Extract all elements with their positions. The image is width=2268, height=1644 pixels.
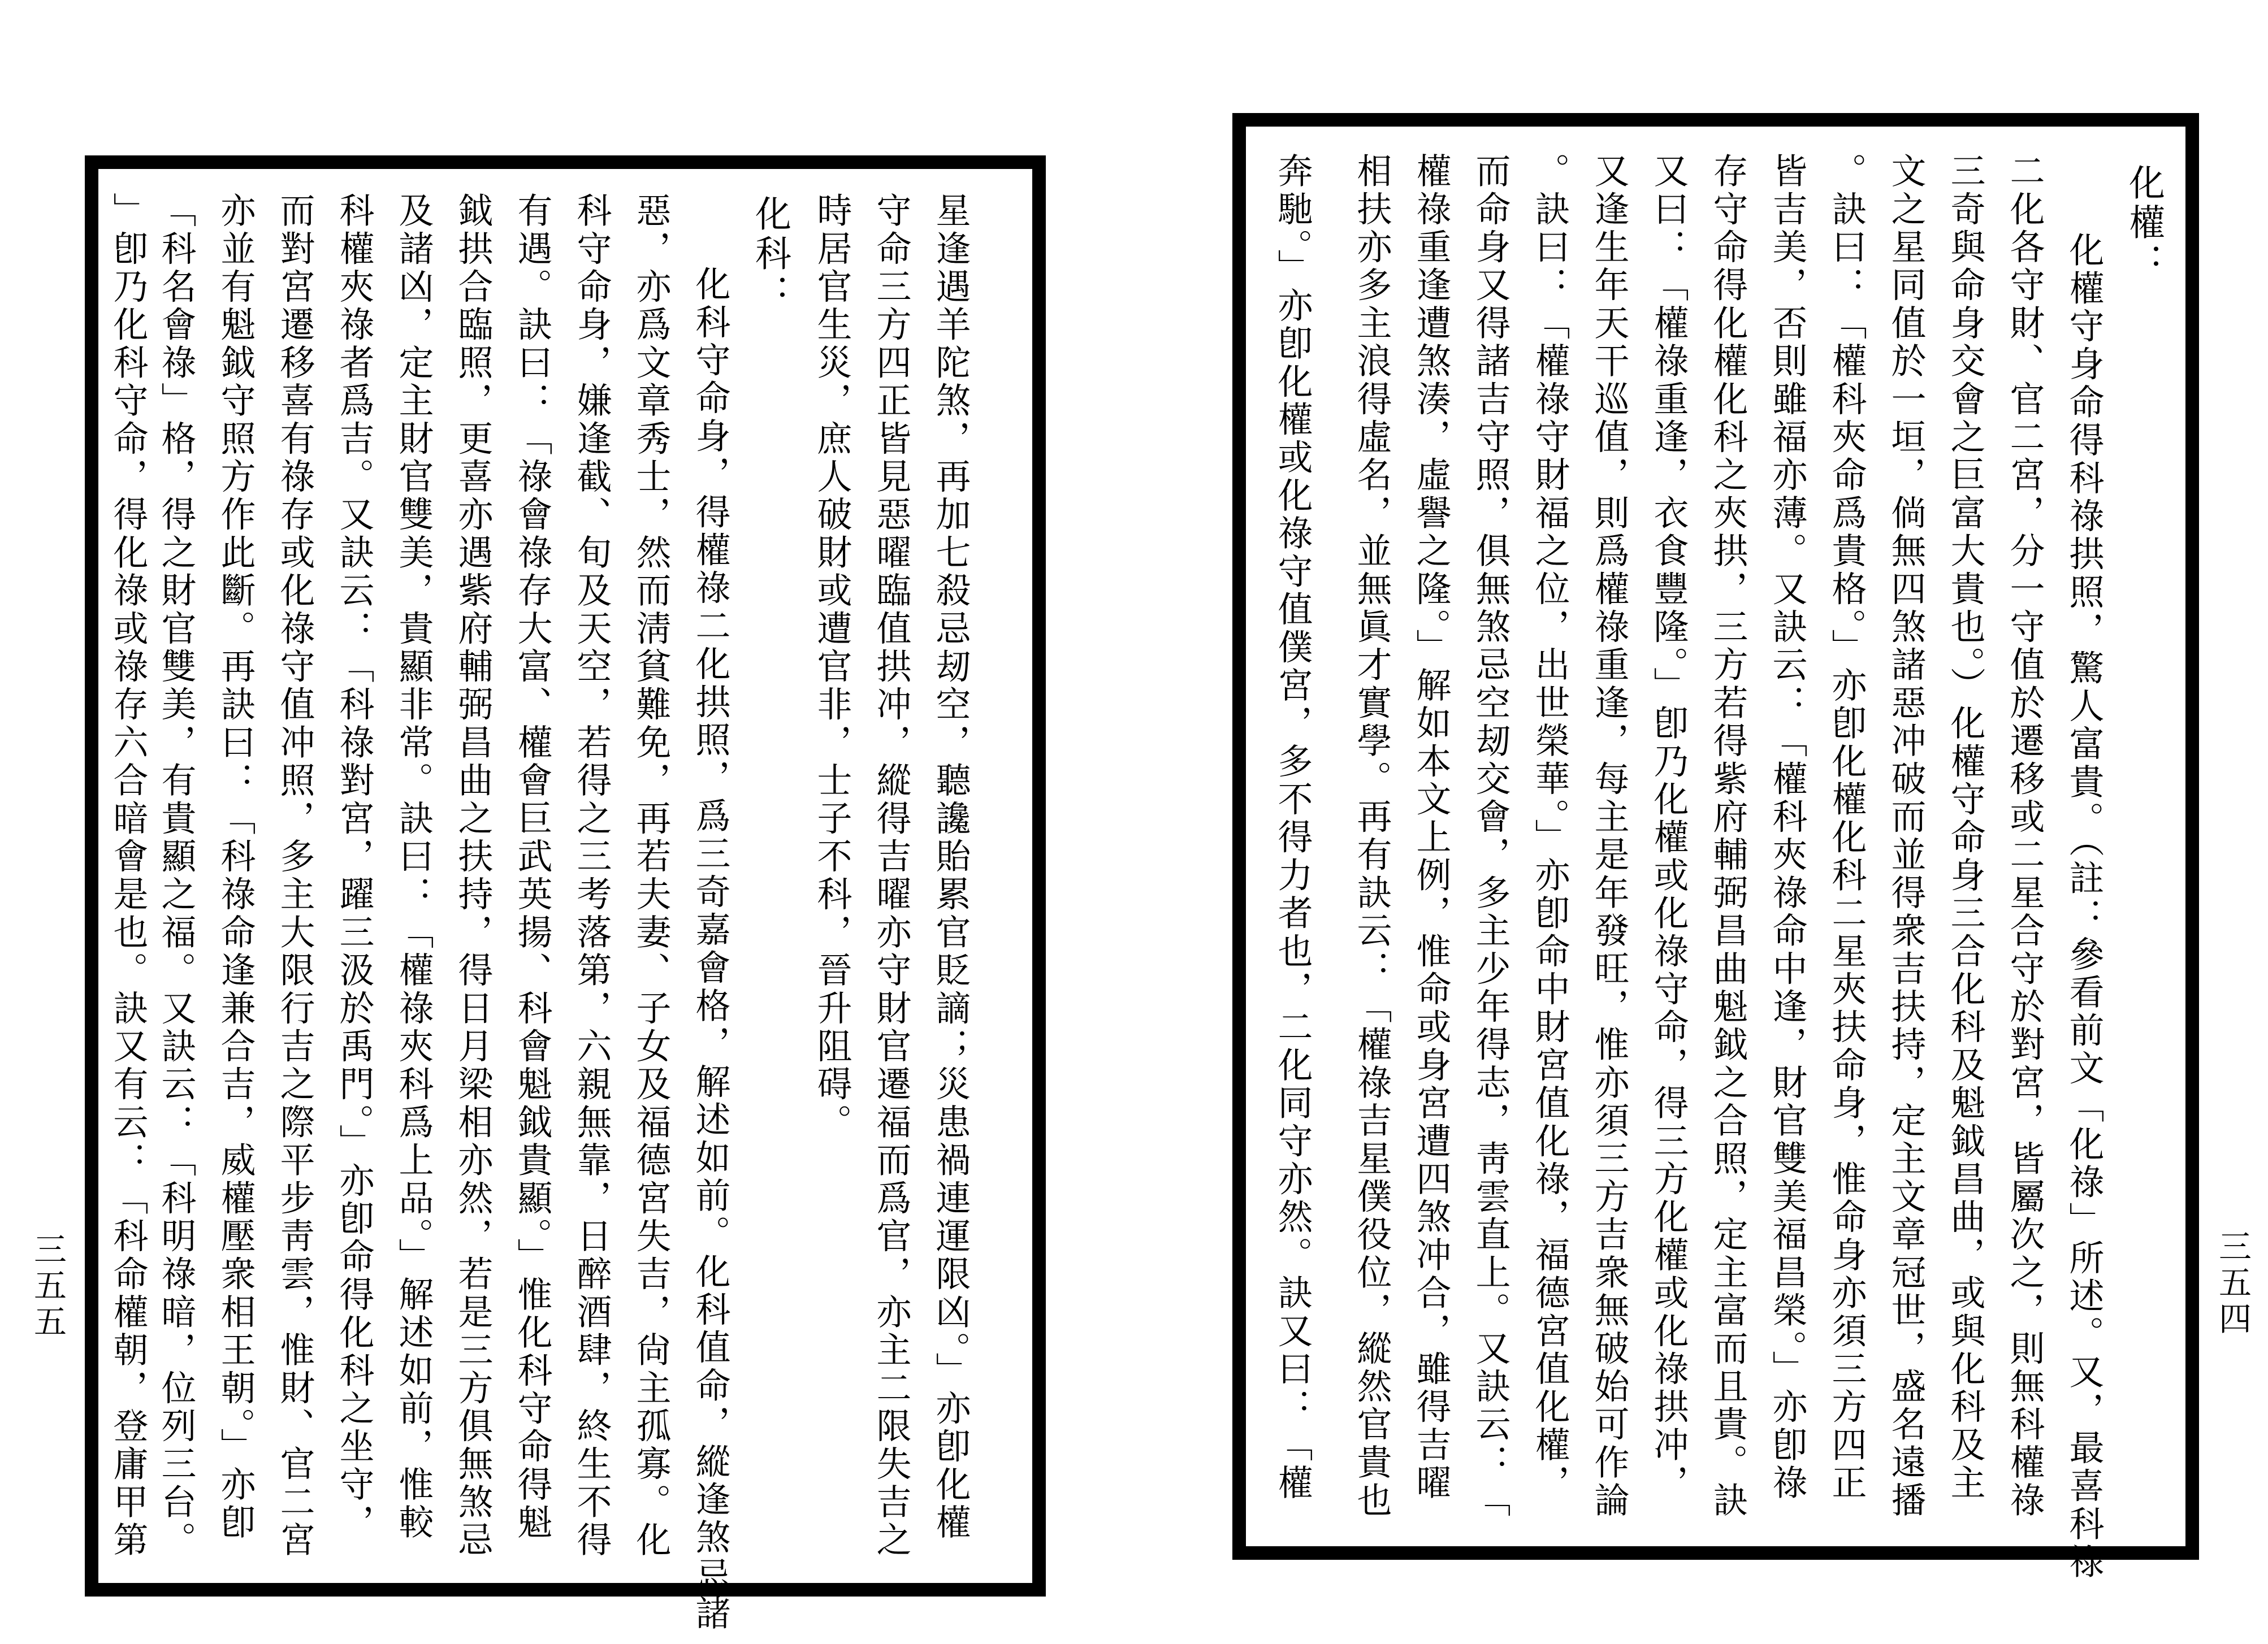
right-page-column: 又逢生年天干巡值，則爲權祿重逢，每主是年發旺，惟亦須三方吉衆無破始可作論 bbox=[1589, 153, 1630, 1520]
right-page-column: 皆吉美，否則雖福亦薄。又訣云：「權科夾祿命中逢，財官雙美福昌榮。」亦卽祿 bbox=[1767, 153, 1808, 1503]
left-page-column: 亦並有魁鉞守照方作此斷。再訣曰：「科祿命逢兼合吉，威權壓衆相王朝。」亦卽 bbox=[215, 192, 256, 1542]
right-section-heading: 化權： bbox=[2123, 164, 2165, 283]
left-page-column: 有遇。訣曰：「祿會祿存大富、權會巨武英揚、科會魁鉞貴顯。」惟化科守命得魁 bbox=[512, 192, 553, 1542]
left-page-column: 及諸凶，定主財官雙美，貴顯非常。訣曰：「權祿夾科爲上品。」解述如前，惟較 bbox=[393, 192, 434, 1542]
right-page-column: 化權守身命得科祿拱照，驚人富貴。（註：參看前文「化祿」所述。又，最喜科祿 bbox=[2063, 232, 2105, 1582]
left-page-column: 惡，亦爲文章秀士，然而淸貧難免，再若夫妻、子女及福德宮失吉，尙主孤寡。化 bbox=[630, 192, 672, 1560]
left-page-column: 時居官生災，庶人破財或遭官非，士子不科，晉升阻碍。 bbox=[811, 192, 852, 1142]
left-page-column: 「科名會祿」格，得之財官雙美，有貴顯之福。又訣云：「科明祿暗，位列三台。 bbox=[155, 192, 197, 1560]
right-page-column: 權祿重逢遭煞湊，虛譽之隆。」解如本文上例，惟命或身宮遭四煞冲合，雖得吉曜 bbox=[1410, 153, 1452, 1503]
right-page-column: 。訣曰：「權祿守財福之位，出世榮華。」亦卽命中財宮值化祿，福德宮值化權， bbox=[1529, 153, 1570, 1503]
right-page-column: 相扶亦多主浪得虛名，並無眞才實學。再有訣云：「權祿吉星僕役位，縱然官貴也 bbox=[1351, 153, 1392, 1520]
right-page-column: 又曰：「權祿重逢，衣食豐隆。」卽乃化權或化祿守命，得三方化權或化祿拱冲， bbox=[1648, 153, 1689, 1503]
left-page-column: 守命三方四正皆見惡曜臨值拱冲，縱得吉曜亦守財官遷福而爲官，亦主二限失吉之 bbox=[871, 192, 912, 1560]
right-page-column: 二化各守財、官二宮，分一守值於遷移或二星合守於對宮，皆屬次之，則無科權祿 bbox=[2004, 153, 2045, 1520]
right-page-number: 三五四 bbox=[2213, 1229, 2252, 1338]
right-page-column: 存守命得化權化科之夾拱，三方若得紫府輔弼昌曲魁鉞之合照，定主富而且貴。訣 bbox=[1707, 153, 1748, 1520]
left-page-column: 科守命身，嫌逢截、旬及天空，若得之三考落第，六親無靠，日醉酒肆，終生不得 bbox=[571, 192, 612, 1560]
right-page-column: 。訣曰：「權科夾命爲貴格。」亦卽化權化科二星夾扶命身，惟命身亦須三方四正 bbox=[1826, 153, 1867, 1503]
left-page-column: 鉞拱合臨照，更喜亦遇紫府輔弼昌曲之扶持，得日月梁相亦然，若是三方俱無煞忌 bbox=[452, 192, 494, 1560]
left-page-column: 而對宮遷移喜有祿存或化祿守值冲照，多主大限行吉之際平步靑雲，惟財、官二宮 bbox=[274, 192, 315, 1560]
right-page-column: 三奇與命身交會之巨富大貴也。）化權守命身三合化科及魁鉞昌曲，或與化科及主 bbox=[1945, 153, 1986, 1503]
right-page-column: 而命身又得諸吉守照，俱無煞忌空刼交會，多主少年得志，靑雲直上。又訣云：「 bbox=[1470, 153, 1511, 1520]
left-page-column: 」卽乃化科守命，得化祿或祿存六合暗會是也。訣又有云：「科命權朝，登庸甲第 bbox=[107, 192, 149, 1560]
left-page-number: 三五五 bbox=[28, 1232, 67, 1341]
left-page-column: 科權夾祿者爲吉。又訣云：「科祿對宮，躍三汲於禹門。」亦卽命得化科之坐守， bbox=[334, 192, 375, 1542]
left-page-column: 化科守命身，得權祿二化拱照，爲三奇嘉會格，解述如前。化科值命，縱逢煞忌諸 bbox=[690, 266, 731, 1633]
right-page-column: 文之星同值於一垣，倘無四煞諸惡冲破而並得衆吉扶持，定主文章冠世，盛名遠播 bbox=[1885, 153, 1927, 1520]
left-page-column: 星逢遇羊陀煞，再加七殺忌刼空，聽讒貽累官貶謫；災患禍連運限凶。」亦卽化權 bbox=[930, 192, 971, 1542]
left-section-heading: 化科： bbox=[749, 195, 791, 314]
right-page-column: 奔馳。」亦卽化權或化祿守值僕宮，多不得力者也，二化同守亦然。訣又曰：「權 bbox=[1272, 153, 1313, 1503]
